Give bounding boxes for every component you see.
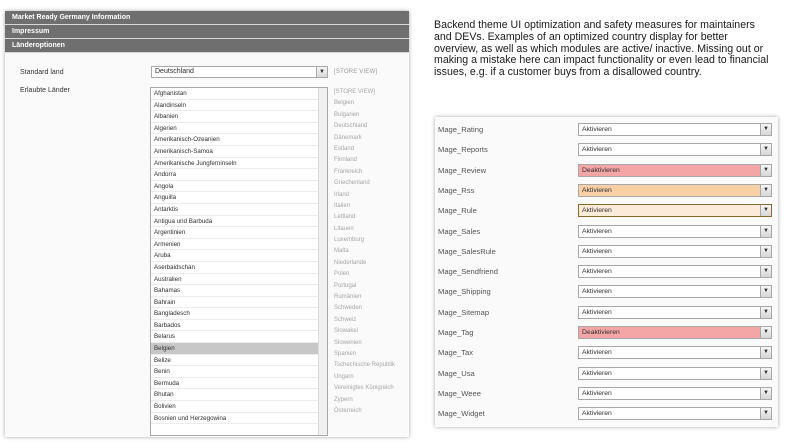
module-status-value: Aktivieren <box>582 349 612 357</box>
country-option[interactable]: Andorra <box>151 169 318 181</box>
chevron-down-icon[interactable]: ▼ <box>760 124 771 135</box>
country-option[interactable]: Barbados <box>151 320 318 332</box>
module-row <box>435 182 778 198</box>
module-name: Mage_Reports <box>438 145 488 155</box>
module-status-select[interactable] <box>578 387 772 400</box>
store-view-country: Portugal <box>334 282 357 289</box>
store-view-country: Deutschland <box>334 123 368 130</box>
store-view-country: Slowenien <box>334 339 362 346</box>
country-option[interactable]: Amerikanisch-Samoa <box>151 146 318 158</box>
chevron-down-icon[interactable]: ▼ <box>760 368 771 379</box>
module-name: Mage_Sitemap <box>438 307 490 317</box>
chevron-down-icon[interactable]: ▼ <box>760 144 771 155</box>
scrollbar[interactable] <box>318 88 327 435</box>
chevron-down-icon[interactable]: ▼ <box>760 327 771 338</box>
module-status-value: Aktivieren <box>582 308 612 316</box>
module-status-select[interactable] <box>578 123 772 136</box>
module-status-select[interactable] <box>578 285 772 298</box>
country-option[interactable]: Australien <box>151 274 318 286</box>
country-option[interactable]: Belarus <box>151 331 318 343</box>
country-option[interactable]: Amerikanische Jungferninseln <box>151 158 318 170</box>
module-name: Mage_Tag <box>438 328 474 337</box>
module-status-select[interactable] <box>578 225 772 238</box>
country-option[interactable]: Bahrain <box>151 297 318 309</box>
module-row <box>435 405 778 421</box>
module-status-value: Aktivieren <box>582 207 612 215</box>
store-view-country: Schweden <box>334 305 363 312</box>
section-market-ready-germany[interactable]: Market Ready Germany Information <box>5 11 409 25</box>
module-status-select[interactable] <box>578 204 772 217</box>
country-option[interactable]: Albanien <box>151 111 318 123</box>
store-view-country: Litauen <box>334 225 354 232</box>
store-view-country: Italien <box>334 202 351 209</box>
store-view-country: Lettland <box>334 214 356 221</box>
country-option[interactable]: Bangladesch <box>151 308 318 320</box>
module-row <box>435 324 778 340</box>
module-status-value: Aktivieren <box>582 389 612 397</box>
module-row <box>435 283 778 299</box>
module-row <box>435 385 778 401</box>
description-text: Backend theme UI optimization and safety measures for maintainers and DEVs. Examples of an optimized country display for better overview, as well as which modules are active/ inactive. Missing out or making a mistake here can impact functionality or even lead to financial issues, e.g. if a customer buys from a disallowed country. <box>434 19 769 79</box>
module-name: Mage_Rule <box>438 206 477 216</box>
module-status-value: Aktivieren <box>582 227 612 235</box>
module-row <box>435 162 778 178</box>
chevron-down-icon[interactable]: ▼ <box>760 307 771 318</box>
store-view-country: Polen <box>334 271 350 278</box>
erlaubte-laender-label: Erlaubte Länder <box>20 87 70 94</box>
chevron-down-icon[interactable]: ▼ <box>760 246 771 257</box>
standard-land-value: Deutschland <box>155 68 194 75</box>
store-view-country: Irland <box>334 191 350 198</box>
country-option[interactable]: Afghanistan <box>151 88 318 100</box>
chevron-down-icon[interactable]: ▼ <box>760 205 771 216</box>
chevron-down-icon[interactable]: ▼ <box>760 185 771 196</box>
store-view-country: Belgien <box>334 100 355 107</box>
module-status-select[interactable] <box>578 143 772 156</box>
module-status-select[interactable] <box>578 306 772 319</box>
module-name: Mage_Rss <box>438 185 475 195</box>
module-row <box>435 344 778 360</box>
country-option[interactable]: Belgien <box>151 343 318 355</box>
country-option[interactable]: Bolivien <box>151 401 318 413</box>
store-view-country: Rumänien <box>334 294 362 301</box>
chevron-down-icon[interactable]: ▼ <box>760 388 771 399</box>
chevron-down-icon[interactable]: ▼ <box>760 286 771 297</box>
chevron-down-icon[interactable]: ▼ <box>760 347 771 358</box>
module-status-value: Aktivieren <box>582 247 612 255</box>
module-name: Mage_Shipping <box>438 287 491 297</box>
module-name: Mage_SalesRule <box>438 246 496 256</box>
country-option[interactable]: Antigua und Barbuda <box>151 216 318 228</box>
store-view-country: Dänemark <box>334 134 362 141</box>
country-option[interactable]: Bhutan <box>151 389 318 401</box>
module-row <box>435 304 778 320</box>
module-name: Mage_Tax <box>438 348 474 358</box>
module-status-value: Aktivieren <box>582 410 612 418</box>
store-view-country: Finnland <box>334 157 358 164</box>
country-option[interactable]: Amerikanisch-Ozeanien <box>151 134 318 146</box>
store-view-country: Zypern <box>334 396 353 403</box>
module-row <box>435 202 778 218</box>
country-option[interactable]: Belize <box>151 355 318 367</box>
store-view-country: Niederlande <box>334 259 367 266</box>
store-view-country: Frankreich <box>334 168 363 175</box>
country-option[interactable]: Aserbaidschan <box>151 262 318 274</box>
country-option[interactable]: Argentinien <box>151 227 318 239</box>
store-view-country: Spanien <box>334 350 357 357</box>
country-option[interactable]: Anguilla <box>151 192 318 204</box>
module-status-select[interactable] <box>578 326 772 339</box>
module-status-value: Aktivieren <box>582 288 612 296</box>
store-view-country: Ungarn <box>334 373 354 380</box>
module-name: Mage_Usa <box>438 368 475 378</box>
module-status-value: Aktivieren <box>582 126 612 133</box>
standard-land-scope: [STORE VIEW] <box>334 69 378 75</box>
config-panel <box>5 11 409 437</box>
chevron-down-icon[interactable]: ▼ <box>760 408 771 419</box>
module-row <box>435 223 778 239</box>
module-status-value: Aktivieren <box>582 146 612 154</box>
module-name: Mage_Review <box>438 165 487 175</box>
store-view-country: Griechenland <box>334 180 370 187</box>
module-row <box>435 141 778 157</box>
country-option[interactable]: Armenien <box>151 239 318 251</box>
country-option[interactable]: Bahamas <box>151 285 318 297</box>
chevron-down-icon[interactable]: ▼ <box>760 266 771 277</box>
module-name: Mage_Sales <box>438 226 481 236</box>
country-option[interactable]: Algerien <box>151 123 318 135</box>
module-status-panel <box>435 117 778 427</box>
store-view-country: Bulgarien <box>334 111 360 118</box>
module-status-value: Aktivieren <box>582 268 612 276</box>
store-view-country: Luxemburg <box>334 237 365 244</box>
module-status-select[interactable] <box>578 407 772 420</box>
module-row <box>435 263 778 279</box>
module-name: Mage_Rating <box>438 125 484 134</box>
module-name: Mage_Widget <box>438 409 485 419</box>
module-status-select[interactable] <box>578 245 772 258</box>
module-status-value: Aktivieren <box>582 369 612 377</box>
country-option[interactable]: Bosnien und Herzegowina <box>151 413 318 425</box>
country-option[interactable]: Antarktis <box>151 204 318 216</box>
erlaubte-laender-scope: [STORE VIEW] <box>334 89 375 95</box>
section-laenderoptionen[interactable]: Länderoptionen <box>5 39 409 53</box>
store-view-country: Malta <box>334 248 349 255</box>
module-status-select[interactable] <box>578 164 772 177</box>
module-status-select[interactable] <box>578 367 772 380</box>
country-option[interactable]: Angola <box>151 181 318 193</box>
section-impressum[interactable]: Impressum <box>5 25 409 39</box>
country-option[interactable]: Benin <box>151 366 318 378</box>
store-view-country: Tschechische Republik <box>334 362 396 369</box>
standard-land-label: Standard land <box>20 69 64 76</box>
module-status-value: Deaktivieren <box>582 166 620 174</box>
erlaubte-laender-multiselect[interactable] <box>150 87 328 436</box>
store-view-country: Vereinigtes Königreich <box>334 385 394 392</box>
country-option[interactable]: Bermuda <box>151 378 318 390</box>
store-view-country: Österreich <box>334 407 362 414</box>
module-status-value: Aktivieren <box>582 186 612 194</box>
module-row <box>435 243 778 259</box>
module-status-select[interactable] <box>578 346 772 359</box>
store-view-country: Estland <box>334 145 355 152</box>
module-status-select[interactable] <box>578 184 772 197</box>
chevron-down-icon[interactable]: ▼ <box>316 67 327 77</box>
module-name: Mage_Sendfriend <box>438 267 498 277</box>
standard-land-select[interactable] <box>151 66 328 78</box>
country-option[interactable]: Alandinseln <box>151 100 318 112</box>
laenderoptionen-form <box>5 53 409 436</box>
module-name: Mage_Weee <box>438 388 481 398</box>
chevron-down-icon[interactable]: ▼ <box>760 226 771 237</box>
module-status-value: Deaktivieren <box>582 329 620 336</box>
module-status-select[interactable] <box>578 265 772 278</box>
module-row <box>435 121 778 137</box>
country-option[interactable]: Aruba <box>151 250 318 262</box>
module-row <box>435 365 778 381</box>
chevron-down-icon[interactable]: ▼ <box>760 165 771 176</box>
store-view-country: Schweiz <box>334 316 357 323</box>
store-view-country-list <box>334 87 409 417</box>
store-view-country: Slowakei <box>334 328 359 335</box>
